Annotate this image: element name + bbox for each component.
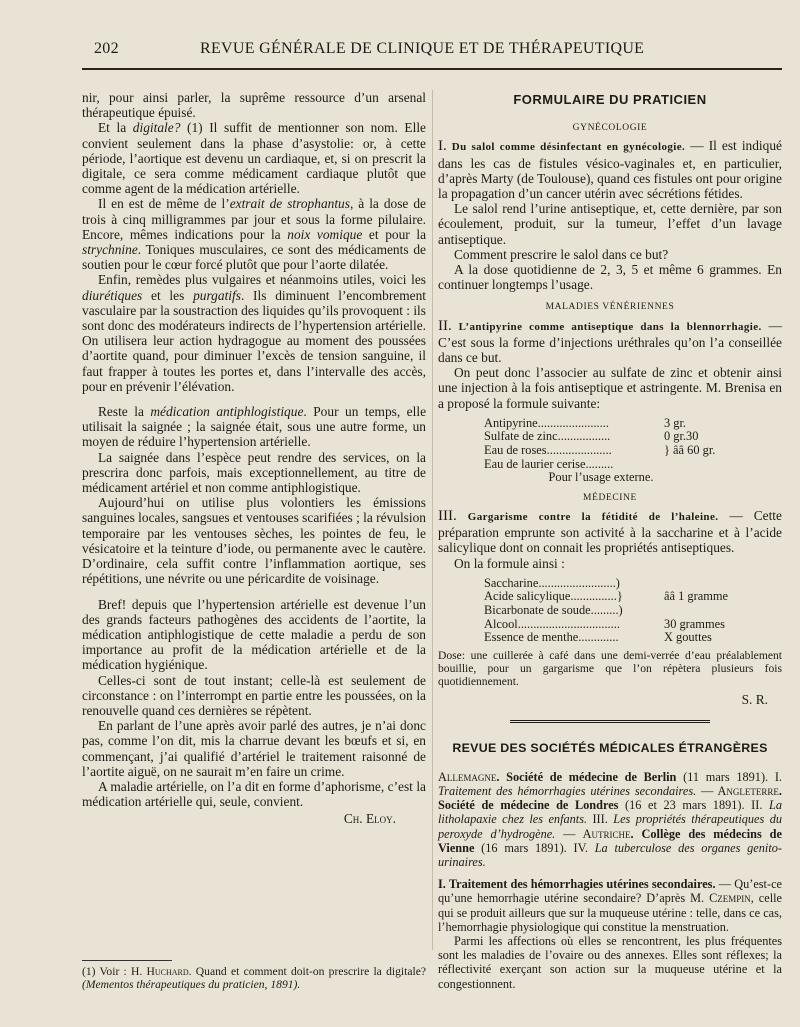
- left-column: [82, 90, 426, 827]
- recipe-antipyrine: [484, 417, 782, 485]
- recipe-row: Antipyrine....................... 3 gr.: [484, 415, 687, 430]
- column-divider: [432, 90, 433, 950]
- recipe-row: Alcool................................. 30 grammes: [484, 616, 725, 631]
- header-rule: [82, 68, 782, 70]
- paragraph: Parmi les affections où elles se rencontrent, les plus fréquentes sont les maladies de l’ovaire ou des annexes. Elles sont réflexes; la réflectivité exerçant son action sur la muqueuse utérine et la congestionnent.: [438, 934, 782, 991]
- recipe-row: Bicarbonate de soude.........): [484, 603, 623, 618]
- paragraph: En parlant de l’une après avoir parlé des autres, je n’ai donc pas, comme l’on dit, mis la charrue devant les bœufs et si, en commençant, j’ai qualifié d’artériel le traitement raisonné de l’aortite aiguë, on ne saurait m’en faire un crime.: [82, 718, 426, 779]
- recipe-row: Acide salicylique...............} ââ 1 gramme: [484, 589, 728, 604]
- recipe-row: Essence de menthe............. X gouttes: [484, 630, 712, 645]
- paragraph: Le salol rend l’urine antiseptique, et, cette dernière, par son écoulement, produit, sur la tumeur, l’effet d’un lavage antiseptique.: [438, 201, 782, 247]
- subsection-maladies-veneriennes: MALADIES VÉNÉRIENNES: [545, 302, 675, 313]
- paragraph-digitale: Et la digitale? (1) Il suffit de mentionner son nom. Elle convient seulement dans la phase d’asystolie: or, à cette période, l’aortique est devenu un cardiaque, et, si on prescrit la digitale, ce sera comme médicament cardiaque plutôt que comme agent de la médication artérielle.: [82, 120, 426, 197]
- recipe-gargarisme: [484, 577, 782, 645]
- running-title: REVUE GÉNÉRALE DE CLINIQUE ET DE THÉRAPEUTIQUE: [200, 40, 645, 57]
- subsection-medecine: MÉDECINE: [583, 492, 637, 503]
- paragraph: Celles-ci sont de tout instant; celle-là est seulement de circonstance : on l’interrompt en partie entre les poussées, on la renouvelle quand ces dernières se répètent.: [82, 672, 426, 718]
- paragraph: nir, pour ainsi parler, la suprême ressource d’un arsenal thérapeutique épuisé.: [82, 90, 426, 121]
- recipe-row: Sulfate de zinc................. 0 gr.30: [484, 429, 699, 444]
- recipe-row: Eau de laurier cerise.........: [484, 456, 614, 471]
- recipe-row: Saccharine.........................): [484, 575, 620, 590]
- formulaire-title: FORMULAIRE DU PRATICIEN: [513, 92, 707, 107]
- paragraph-diuretiques: Enfin, remèdes plus vulgaires et néanmoins utiles, voici les diurétiques et les purgatifs. Ils diminuent l’encombrement vasculaire par la soustraction des liquides qu’ils provoquent : ils sont donc des modérateurs indirects de l’hypertension artérielle. On utilisera leur action hydragogue au moment des poussées d’aortite quand, pour diminuer l’excès de tension sanguine, il faut frapper à toutes les portes et, dans l’intervalle des accès, pour en prévenir l’élévation.: [82, 272, 426, 394]
- paragraph: On la formule ainsi :: [454, 555, 565, 571]
- recipe-usage: Pour l’usage externe.: [548, 470, 654, 485]
- footnote: (1) Voir : H. Huchard. Quand et comment doit-on prescrire la digitale? (Mementos thérapeutiques du praticien, 1891).: [82, 965, 426, 992]
- page-number: 202: [94, 40, 119, 57]
- dose-note: Dose: une cuillerée à café dans une demi-verrée d’eau préalablement bouillie, pour un gargarisme que l’on répètera plusieurs fois quotidiennement.: [438, 648, 782, 689]
- revue-societes-title: REVUE DES SOCIÉTÉS MÉDICALES ÉTRANGÈRES: [452, 740, 768, 755]
- paragraph: On peut donc l’associer au sulfate de zinc et obtenir ainsi une injection à la fois antiseptique et astringente. M. Brenisa en a proposé la formule suivante:: [438, 365, 782, 411]
- paragraph: La saignée dans l’espèce peut rendre des services, on la prescrira donc parfois, mais exceptionnellement, au titre de médicament artériel et non comme antiphlogistique.: [82, 449, 426, 496]
- item-hemorrhagies: I. Traitement des hémorrhagies utérines secondaires. — Qu’est-ce qu’une hemorrhagie utérine secondaire? D’après M. Czempin, celle qui se produit ailleurs que sur la muqueuse utérine : telle, dans ce cas, l’hemorrhagie physiologique qui constitue la menstruation.: [438, 877, 782, 934]
- paragraph-antiphlogistique: Reste la médication antiphlogistique. Pour un temps, elle utilisait la saignée ; la saignée était, sous une autre forme, un moyen de réduire l’hypertension artérielle.: [82, 404, 427, 450]
- paragraph: Bref! depuis que l’hypertension artérielle est devenue l’un des grands facteurs pathogènes des accidents de l’aortite, la médication antiphlogistique de cette maladie a perdu de son importance au profit de la médication artérielle et de la médication hygiénique.: [82, 596, 426, 673]
- paragraph-strophantus: Il en est de même de l’extrait de strophantus, à la dose de trois à cinq milligrammes par jour et sous la forme pilulaire. Encore, mêmes indications pour la noix vomique et pour la strychnine. Toniques musculaires, ce sont des médicaments de soutien pour le cœur forcé plutôt que pour l’aorte dilatée.: [82, 196, 427, 273]
- footnote-rule: [82, 960, 172, 961]
- recipe-row: Eau de roses..................... } ââ 60 gr.: [484, 443, 716, 458]
- item-gargarisme: III. Gargarisme contre la fétidité de l’haleine. — Cette préparation emprunte son activité à la saccharine et à l’acide salicylique dont on connait les propriétés antiseptiques.: [438, 508, 782, 556]
- paragraph: A la dose quotidienne de 2, 3, 5 et même 6 grammes. En continuer longtemps l’usage.: [438, 262, 782, 293]
- subsection-gynecologie: GYNÉCOLOGIE: [572, 123, 648, 134]
- running-header: [82, 36, 782, 60]
- paragraph: A maladie artérielle, on l’a dit en forme d’aphorisme, c’est la médication artérielle qui, seule, convient.: [82, 778, 426, 810]
- right-column: [438, 90, 782, 991]
- section-double-rule: [510, 720, 710, 723]
- item-antipyrine: II. L’antipyrine comme antiseptique dans la blennorrhagie. — C’est sous la forme d’injections uréthrales qu’on l’a conseillée dans ce but.: [438, 317, 782, 366]
- initials-signature: S. R.: [741, 692, 768, 708]
- paragraph: Aujourd’hui on utilise plus volontiers les émissions sanguines locales, sangsues et ventouses scarifiées ; la révulsion temporaire par les ventouses sèches, les pointes de feu, le vésicatoire et la teinture d’iode, ou permanente avec le cautère. D’ordinaire, cela suffit contre l’inflammation aortique, ses répétitions, une névrite ou une péricardite de voisinage.: [82, 495, 426, 587]
- paragraph: Comment prescrire le salol dans ce but?: [454, 246, 669, 262]
- societies-summary: Allemagne. Société de médecine de Berlin (11 mars 1891). I. Traitement des hémorrhagies utérines secondaires. — Angleterre. Société de médecine de Londres (16 et 23 mars 1891). II. La litholapaxie chez les enfants. III. Les propriétés thérapeutiques du peroxyde d’hydrogène. — Autriche. Collège des médecins de Vienne (16 mars 1891). IV. La tuberculose des organes genito-urinaires.: [438, 769, 782, 870]
- item-salol: I. Du salol comme désinfectant en gynécologie. — Il est indiqué dans les cas de fistules vésico-vaginales et, en particulier, d’après Marty (de Toulouse), quand ces fistules ont pour origine la propagation d’un cancer utérin avec sécrétions fétides.: [438, 138, 782, 202]
- author-signature: Ch. Eloy.: [343, 811, 396, 827]
